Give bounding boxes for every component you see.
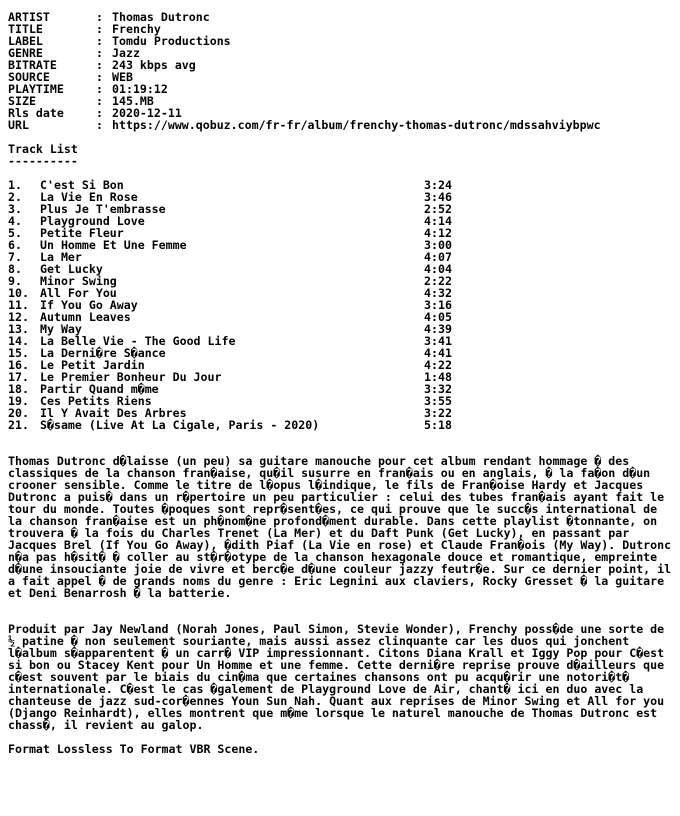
info-key: BITRATE bbox=[8, 58, 57, 72]
track-title: Ces Petits Riens bbox=[40, 394, 152, 408]
info-key: Rls date bbox=[8, 106, 64, 120]
track-num: 15. bbox=[8, 346, 29, 360]
track-num: 18. bbox=[8, 382, 29, 396]
info-row-genre: GENRE : Jazz bbox=[8, 46, 140, 60]
info-row-artist: ARTIST : Thomas Dutronc bbox=[8, 10, 210, 24]
track-time: 3:55 bbox=[424, 394, 452, 408]
info-row-playtime: PLAYTIME : 01:19:12 bbox=[8, 82, 168, 96]
format-note: Format Lossless To Format VBR Scene. bbox=[8, 742, 260, 756]
info-value: 243 kbps avg bbox=[112, 58, 196, 72]
info-key: LABEL bbox=[8, 34, 43, 48]
info-key: SIZE bbox=[8, 94, 36, 108]
track-num: 19. bbox=[8, 394, 29, 408]
track-title: Minor Swing bbox=[40, 274, 117, 288]
info-value: 2020-12-11 bbox=[112, 106, 182, 120]
info-row-source: SOURCE : WEB bbox=[8, 70, 133, 84]
track-time: 3:46 bbox=[424, 190, 452, 204]
track-title: Il Y Avait Des Arbres bbox=[40, 406, 187, 420]
track-num: 13. bbox=[8, 322, 29, 336]
track-time: 4:05 bbox=[424, 310, 452, 324]
info-row-label: LABEL : Tomdu Productions bbox=[8, 34, 231, 48]
track-num: 2. bbox=[8, 190, 22, 204]
track-time: 4:04 bbox=[424, 262, 452, 276]
track-num: 1. bbox=[8, 178, 22, 192]
track-num: 4. bbox=[8, 214, 22, 228]
track-num: 16. bbox=[8, 358, 29, 372]
track-num: 14. bbox=[8, 334, 29, 348]
track-time: 3:32 bbox=[424, 382, 452, 396]
info-row-url: URL : https://www.qobuz.com/fr-fr/album/frenchy-thomas-dutronc/mdssahviybpwc bbox=[8, 118, 601, 132]
track-num: 12. bbox=[8, 310, 29, 324]
info-value-url: https://www.qobuz.com/fr-fr/album/frenchy-thomas-dutronc/mdssahviybpwc bbox=[112, 118, 601, 132]
track-num: 8. bbox=[8, 262, 22, 276]
track-title: If You Go Away bbox=[40, 298, 138, 312]
track-time: 4:07 bbox=[424, 250, 452, 264]
track-num: 11. bbox=[8, 298, 29, 312]
track-time: 4:22 bbox=[424, 358, 452, 372]
track-title: Petite Fleur bbox=[40, 226, 124, 240]
track-title: Un Homme Et Une Femme bbox=[40, 238, 187, 252]
tracklist-rule: ---------- bbox=[8, 154, 78, 168]
track-time: 5:18 bbox=[424, 418, 452, 432]
track-time: 3:41 bbox=[424, 334, 452, 348]
info-value: WEB bbox=[112, 70, 133, 84]
info-key: PLAYTIME bbox=[8, 82, 64, 96]
track-time: 4:14 bbox=[424, 214, 452, 228]
track-row bbox=[8, 251, 678, 263]
track-title: Le Petit Jardin bbox=[40, 358, 145, 372]
info-value: 01:19:12 bbox=[112, 82, 168, 96]
track-time: 3:22 bbox=[424, 406, 452, 420]
info-value: 145.MB bbox=[112, 94, 154, 108]
track-title: Get Lucky bbox=[40, 262, 103, 276]
description-paragraph: Produit par Jay Newland (Norah Jones, Paul Simon, Stevie Wonder), Frenchy poss�de une sorte de ½ patine � non seulement souriante, mais aussi assez clinquante car les duos qui jonchent l�album s�apparentent � un carr� VIP impressionnant. Citons Diana Krall et Iggy Pop pour C�est si bon ou Stacey Kent pour Un Homme et une femme. Cette derni�re reprise prouve d�ailleurs que c�est souvent par le biais du cin�ma que certaines chansons ont pu acqu�rir une notori�t� internationale. C�est le cas �galement de Playground Love de Air, chant� ici en duo avec la chanteuse de jazz sud-cor�ennes Youn Sun Nah. Quant aux reprises de Minor Swing et All for you (Django Reinhardt), elles montrent que m�me lorsque le naturel manouche de Thomas Dutronc est chass�, il revient au galop. bbox=[8, 622, 665, 732]
info-key: URL bbox=[8, 118, 29, 132]
tracklist-heading: Track List bbox=[8, 142, 78, 156]
info-row-size: SIZE : 145.MB bbox=[8, 94, 154, 108]
track-row bbox=[8, 239, 678, 251]
track-time: 4:39 bbox=[424, 322, 452, 336]
track-num: 9. bbox=[8, 274, 22, 288]
track-time: 4:12 bbox=[424, 226, 452, 240]
track-num: 5. bbox=[8, 226, 22, 240]
nfo-document bbox=[8, 11, 678, 755]
tracklist bbox=[8, 179, 678, 431]
info-key: TITLE bbox=[8, 22, 43, 36]
track-title: My Way bbox=[40, 322, 82, 336]
track-num: 6. bbox=[8, 238, 22, 252]
track-time: 4:41 bbox=[424, 346, 452, 360]
track-title: Autumn Leaves bbox=[40, 310, 131, 324]
track-time: 4:32 bbox=[424, 286, 452, 300]
track-title: Playground Love bbox=[40, 214, 145, 228]
track-time: 2:52 bbox=[424, 202, 452, 216]
track-title: All For You bbox=[40, 286, 117, 300]
track-time: 3:24 bbox=[424, 178, 452, 192]
track-row bbox=[8, 419, 678, 431]
info-value: Frenchy bbox=[112, 22, 161, 36]
track-time: 3:00 bbox=[424, 238, 452, 252]
track-num: 21. bbox=[8, 418, 29, 432]
info-value: Jazz bbox=[112, 46, 140, 60]
track-row bbox=[8, 311, 678, 323]
release-info bbox=[8, 11, 678, 131]
track-num: 10. bbox=[8, 286, 29, 300]
track-title: La Vie En Rose bbox=[40, 190, 138, 204]
track-title: Le Premier Bonheur Du Jour bbox=[40, 370, 222, 384]
track-time: 3:16 bbox=[424, 298, 452, 312]
track-num: 20. bbox=[8, 406, 29, 420]
track-title: Partir Quand m�me bbox=[40, 382, 159, 396]
info-key: ARTIST bbox=[8, 10, 50, 24]
track-time: 1:48 bbox=[424, 370, 452, 384]
track-title: La Derni�re S�ance bbox=[40, 346, 166, 360]
track-title: C'est Si Bon bbox=[40, 178, 124, 192]
track-num: 7. bbox=[8, 250, 22, 264]
description-paragraph: Thomas Dutronc d�laisse (un peu) sa guitare manouche pour cet album rendant hommage � des classiques de la chanson fran�aise, qu�il susurre en fran�ais ou en anglais, � la fa�on d�un crooner sensible. Comme le titre de l�opus l�indique, le fils de Fran�oise Hardy et Jacques Dutronc a puis� dans un r�pertoire un peu particulier : celui des tubes fran�ais ayant fait le tour du monde. Toutes �poques sont repr�sent�es, ce qui prouve que le succ�s international de la chanson fran�aise est un ph�nom�ne profond�ment durable. Dans cette playlist �tonnante, on trouvera � la fois du Charles Trenet (La Mer) et du Daft Punk (Get Lucky), en passant par Jacques Brel (If You Go Away), �dith Piaf (La Vie en rose) et Claude Fran�ois (My Way). Dutronc n�a pas h�sit� � coller au st�r�otype de la chanson hexagonale douce et romantique, empreinte d�une insouciante joie de vivre et berc�e d�une couleur jazzy feutr�e. Sur ce dernier point, il a fait appel � de grands noms du genre : Eric Legnini aux claviers, Rocky Gresset � la guitare et Deni Benarrosh � la batterie. bbox=[8, 454, 672, 600]
info-key: SOURCE bbox=[8, 70, 50, 84]
track-num: 3. bbox=[8, 202, 22, 216]
info-row-rls-date: Rls date : 2020-12-11 bbox=[8, 106, 182, 120]
track-title: S�same (Live At La Cigale, Paris - 2020) bbox=[40, 418, 320, 432]
info-row-bitrate: BITRATE : 243 kbps avg bbox=[8, 58, 196, 72]
info-value: Tomdu Productions bbox=[112, 34, 231, 48]
info-key: GENRE bbox=[8, 46, 43, 60]
info-row-title: TITLE : Frenchy bbox=[8, 22, 161, 36]
track-title: Plus Je T'embrasse bbox=[40, 202, 166, 216]
info-value: Thomas Dutronc bbox=[112, 10, 210, 24]
track-num: 17. bbox=[8, 370, 29, 384]
track-title: La Mer bbox=[40, 250, 82, 264]
track-title: La Belle Vie - The Good Life bbox=[40, 334, 236, 348]
track-time: 2:22 bbox=[424, 274, 452, 288]
